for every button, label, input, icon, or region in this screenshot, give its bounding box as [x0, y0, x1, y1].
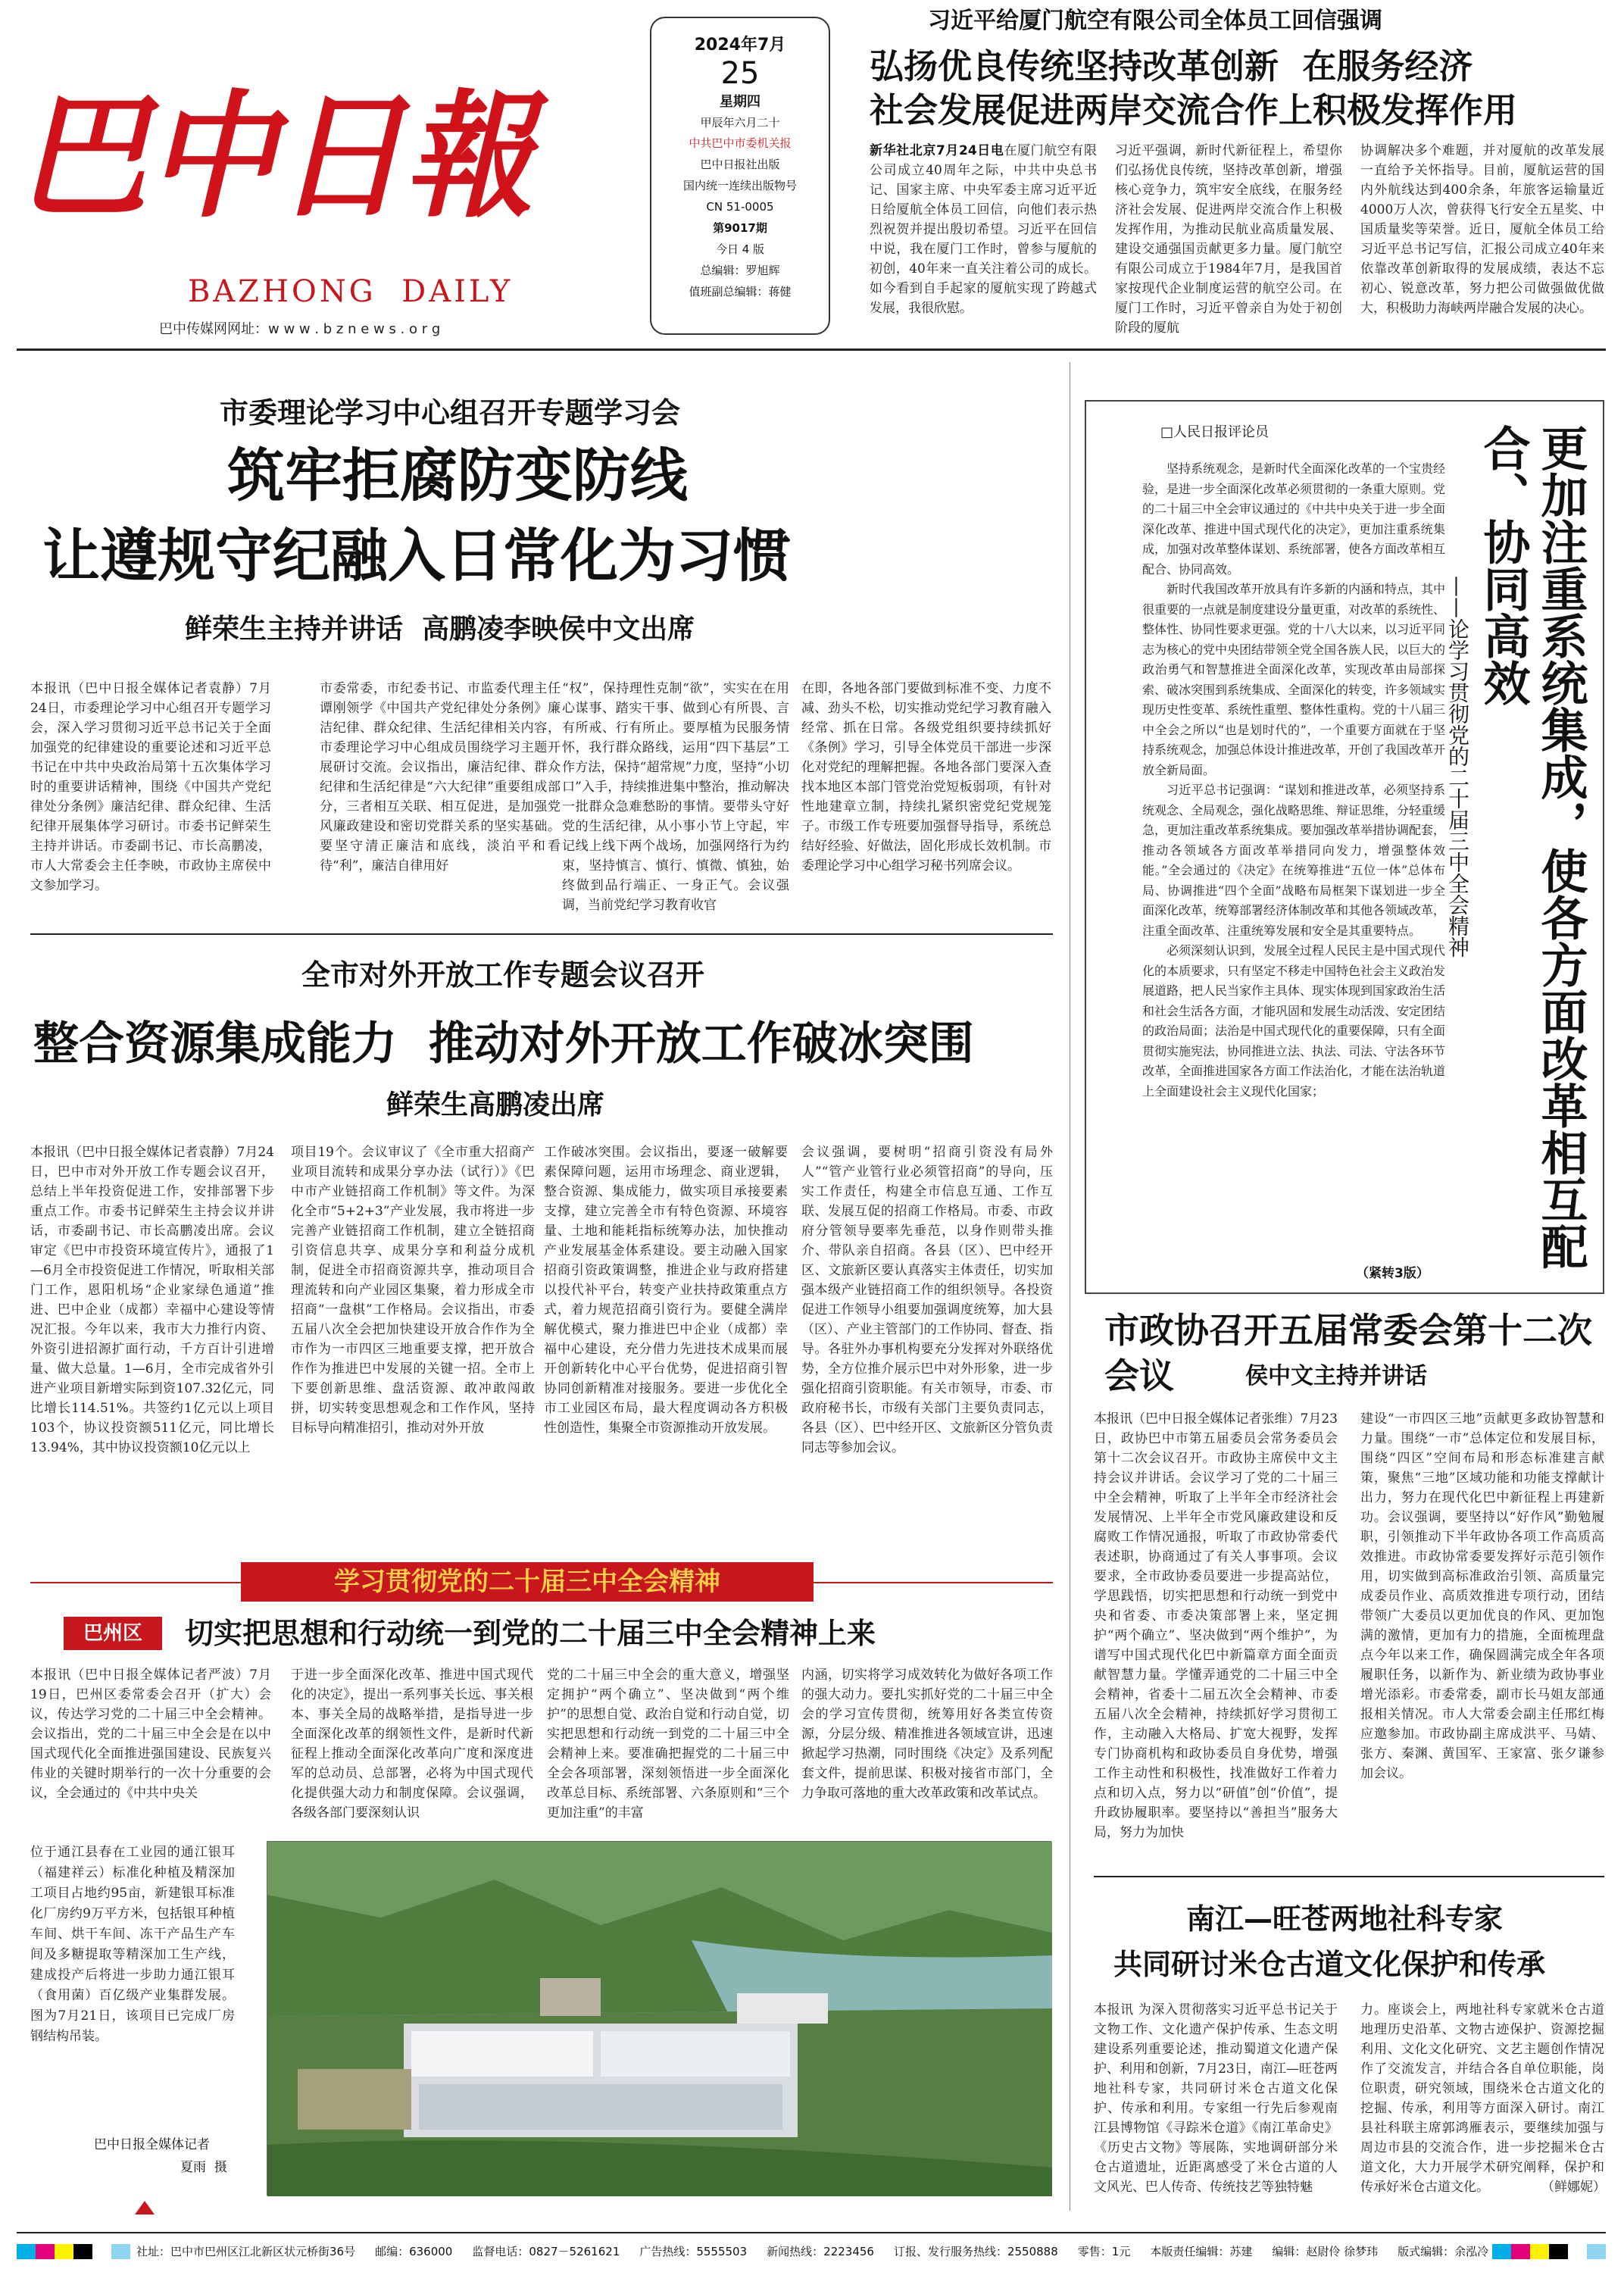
commentary-para-2: 新时代我国改革开放具有许多新的内涵和特点，其中很重要的一点就是制度建设分量更重，对改革的系统性、整体性、协同性要求更强。党的十八大以来，以习近平同志为核心的党中央团结带领全党全国各族人民，以巨大的政治勇气和智慧推进全面深化改革，实现改革由局部探索、破冰突围到系统集成、全面深化的转变，许多领域实现历史性变革、系统性重塑、整体性重构。党的十八届三中全会之所以“也是划时代的”，一个重要方面就在于坚持系统观念，加强总体设计推进改革，开创了我国改革开放全新局面。 — [1142, 582, 1446, 777]
top-story-title-1: 弘扬优良传统坚持改革创新 在服务经济 — [870, 46, 1473, 86]
footer-design: 版式编辑：余泓冷 — [1398, 2245, 1489, 2258]
footer-sub: 订报、发行服务热线：2550888 — [893, 2245, 1058, 2258]
top-story-title-2: 社会发展促进两岸交流合作上积极发挥作用 — [870, 90, 1518, 130]
story1-title-2: 让遵规守纪融入日常化为习惯 — [42, 522, 791, 589]
story2-kicker: 全市对外开放工作专题会议召开 — [301, 958, 705, 992]
footer-ad: 广告热线：5555503 — [639, 2245, 748, 2258]
story1-col-4: 在即，各地各部门要做到标准不变、力度不减、劲头不松，切实推动党纪学习教育融入经常、抓在日常。各级党组织要持续抓好《条例》学习，引导全体党员干部进一步深化对党纪的理解把握。各地各部门要深入查找本地区本部门管党治党短板弱项，有针对性地建章立制，持续扎紧织密党纪党规笼子。市级工作专班要加强督导指导，系统总结好经验、好做法，固化形成长效机制。市委理论学习中心组学习秘书列席会议。 — [801, 681, 1051, 874]
story2-col-1: 本报讯（巴中日报全媒体记者袁静）7月24日，巴中市对外开放工作专题会议召开，总结上半年投资促进工作，安排部署下步重点工作。市委书记鲜荣生主持会议并讲话，市委副书记、市长高鹏凌出席。会议审定《巴中市投资环境宣传片》，通报了1—6月全市投资促进工作情况，听取相关部门工作，恩阳机场“企业家绿色通道”推进、巴中企业（成都）幸福中心建设等情况汇报。今年以来，我市大力推行内资、外资引进招源扩面行动，千方百计引进增量、做大总量。1—6月，全市完成省外引进产业项目新增实际到资107.32亿元，同比增长114.51%。共签约1亿元以上项目103个，协议投资额511亿元，同比增长13.94%，其中协议投资额10亿元以上 — [30, 1145, 274, 1455]
footer-address: 社址：巴中市巴州区江北新区状元桥街36号 — [136, 2245, 356, 2258]
issue-info-box — [650, 17, 830, 335]
story2-title: 整合资源集成能力 推动对外开放工作破冰突围 — [33, 1017, 974, 1070]
top-story-col-1 — [870, 141, 1097, 338]
footer-news: 新闻热线：2223456 — [767, 2245, 874, 2258]
banner-rule — [30, 1582, 241, 1583]
masthead-website: 巴中传媒网网址：w w w . b z n e w s . o r g — [159, 321, 441, 337]
masthead-logo-svg — [18, 18, 550, 283]
top-story-col-2: 习近平强调，新时代新征程上，希望你们弘扬优良传统，坚持改革创新，增强核心竞争力，筑牢安全底线，在服务经济社会发展、促进两岸交流合作上积极发挥作用，为推动民航业高质量发展、建设交通强国贡献更多力量。厦门航空有限公司成立于1984年7月，是我国首家按现代企业制度运营的航空公司。在厦门工作时，习近平曾亲自为处于初创阶段的厦航 — [1115, 143, 1342, 336]
masthead-logo-text: 巴中日報 — [18, 77, 550, 236]
issue-weekday: 星期四 — [720, 94, 760, 110]
issue-year-month: 2024年7月 — [694, 36, 786, 55]
story3-tag — [64, 1617, 162, 1650]
footer-editors: 编辑：赵尉伶 徐梦玮 — [1272, 2245, 1379, 2258]
issue-office: 巴中日报社出版 — [700, 158, 780, 171]
issue-cn-label: 国内统一连续出版物号 — [682, 179, 797, 192]
story3-col-1: 本报讯（巴中日报全媒体记者严波）7月19日，巴州区委常委会召开（扩大）会议，传达学习党的二十届三中全会精神。会议指出，党的二十届三中全会是在以中国式现代化全面推进强国建设、民族复兴伟业的关键时期举行的一次十分重要的会议，全会通过的《中共中央关 — [30, 1667, 271, 1801]
issue-editor: 总编辑：罗旭辉 — [700, 264, 780, 277]
header-rule — [17, 348, 1606, 351]
color-bar-right — [1492, 2244, 1606, 2259]
story1-col-3: “权”，保持理性克制“欲”，实实在在用心谋事、踏实干事、做到心有所畏、言有所戒、行有所止。要厚植为民服务情怀，我行群众路线，运用“四下基层”工作方法，保持“超常规”力度，坚持“小切口”入手，持续推进集中整治，推动解决一批群众急难愁盼的事情。要带头守好党的生活纪律，从小事小节上守起，牢记线上线下两个战场，加强网络行为约束，坚持慎言、慎行、慎微、慎独，始终做到品行端正、一身正气。会议强调，当前党纪学习教育收官 — [562, 681, 789, 913]
commentary-subtitle: ——论学习贯彻党的二十届三中全会精神 — [1445, 576, 1470, 958]
story3-col-3: 党的二十届三中全会的重大意义，增强坚定拥护“两个确立”、坚决做到“两个维护”的思想自觉、政治自觉和行动自觉，切实把思想和行动统一到党的二十届三中全会精神上来。要准确把握党的二十届三中全会各项部署，深刻领悟进一步全面深化改革总目标、系统部署、六条原则和“三个更加注重”的丰富 — [547, 1667, 789, 1821]
story1-kicker: 市委理论学习中心组召开专题学习会 — [220, 396, 681, 430]
theme-banner — [241, 1562, 814, 1602]
issue-publisher: 中共巴中市委机关报 — [689, 136, 792, 150]
commentary-title: 更加注重系统集成，使各方面改革相互配合、协同高效 — [1476, 424, 1588, 1270]
banner-rule-right — [814, 1582, 1053, 1583]
top-story-col-3: 协调解决多个难题，并对厦航的改革发展一直给予关怀指导。目前，厦航运营的国内外航线达到400余条，年旅客运输量近4000万人次，曾获得飞行安全五星奖、中国质量奖等荣誉。近日，厦航全体员工给习近平总书记写信，汇报公司成立40年来依靠改革创新取得的发展成绩，表达不忘初心、锐意改革，努力把公司做强做优做大，积极助力海峡两岸融合发展的决心。 — [1360, 143, 1604, 316]
footer-phone: 监督电话：0827－5261621 — [472, 2245, 620, 2258]
footer-rule — [17, 2232, 1606, 2233]
photo-credit-1: 巴中日报全媒体记者 — [94, 2137, 210, 2152]
masthead-english: BAZHONG DAILY — [188, 274, 514, 309]
color-bar-left — [17, 2244, 130, 2259]
commentary-source: □人民日报评论员 — [1160, 424, 1270, 440]
footer-postcode: 邮编：636000 — [375, 2245, 453, 2258]
issue-cn: CN 51-0005 — [706, 200, 774, 214]
issue-serial: 第9017期 — [713, 221, 767, 235]
story5-byline: （鲜娜妮） — [1541, 2180, 1606, 2195]
story5-col-2: 力。座谈会上，两地社科专家就米仓古道地理历史沿革、文物古迹保护、资源挖掘利用、文化文化研究、文艺主题创作情况作了交流发言，并结合各自单位职能，岗位职责，研究领域，围绕米仓古道文化的挖掘、传承，利用等方面深入研讨。南江县社科联主席郭鸿雁表示，要继续加强与周边市县的交流合作，进一步挖掘米仓古道文化，大力开展学术研究阐释，保护和传承好米仓古道文化。 — [1360, 2002, 1604, 2195]
story4-col-2: 建设“一市四区三地”贡献更多政协智慧和力量。围绕“一市”总体定位和发展目标，围绕“四区”空间布局和形态标准建言献策，聚焦“三地”区域功能和功能支撑献计出力，努力在现代化巴中新征程上再建新功。会议强调，要坚持以“好作风”勤勉履职，引领推动下半年政协各项工作高质高效推进。市政协常委要发挥好示范引领作用，切实做到高标准政治引领、高质量完成委员作业、高质效推进专项行动，团结带领广大委员以更加优良的作风、更加饱满的激情，更加有力的措施，全面梳理盘点今年以来工作，确保圆满完成全年各项履职任务，以新作为、新业绩为政协事业增光添彩。市委常委，副市长马姐友部通报相关情况。市人大常委会副主任邢红梅应邀参加。市政协副主席成洪平、马婧、张方、秦渊、黄国军、王家富、张夕谦参加会议。 — [1360, 1411, 1604, 1781]
issue-day: 25 — [720, 56, 760, 91]
issue-lunar: 甲辰年六月二十 — [700, 116, 780, 130]
commentary-para-3: 习近平总书记强调：“谋划和推进改革，必须坚持系统观念、全局观念，强化战略思维、辩证思维，分轻重缓急，更加注重改革系统集成。要加强改革举措协调配套，推动各领域各方面改革举措同向发力，增强整体效能。”全会通过的《决定》在统筹推进“五位一体”总体布局、协调推进“四个全面”战略布局框架下谋划进一步全面深化改革，统筹部署经济体制改革和其他各领域改革，注重全面改革、注重统筹发展和安全是其重要特点。 — [1142, 783, 1446, 938]
story4-col-1: 本报讯（巴中日报全媒体记者张维）7月23日，政协巴中市第五届委员会常务委员会第十二次会议召开。市政协主席侯中文主持会议并讲话。会议学习了党的二十届三中全会精神，听取了上半年全市经济社会发展情况、上半年全市党风廉政建设和反腐败工作情况通报，听取了市政协常委代表述职，协商通过了有关人事事项。会议要求，全市政协委员要进一步提高站位，学思践悟，切实把思想和行动统一到党中央和省委、市委决策部署上来，坚定拥护“两个确立”、坚决做到“两个维护”，为谱写中国式现代化巴中新篇章方面全面贡献智慧力量。学懂弄通党的二十届三中全会精神，省委十二届五次全会精神、市委五届八次全会精神，持续抓好学习贯彻工作，主动融入大格局、扩宽大视野，发挥专门协商机构和政协委员自身优势，增强工作主动性和积极性，找准做好工作着力点和切入点，努力以“研值”创“价值”，提升政协履职率。要坚持以“善担当”服务大局，努力为加快 — [1094, 1411, 1338, 1840]
factory-photo-svg — [267, 1842, 1052, 2196]
photo-credit-2: 夏雨 摄 — [180, 2160, 227, 2175]
commentary-para-4: 必须深刻认识到，发展全过程人民民主是中国式现代化的本质要求，只有坚定不移走中国特色社会主义政治发展道路，把人民当家作主具体、现实体现到国家政治生活和社会生活各方面，才能巩固和发展生动活泼、安定团结的政治局面；法治是中国式现代化的重要保障，只有全面贯彻实施宪法，协同推进立法、执法、司法、守法各环节改革，全面推进国家各方面工作法治化，才能在法治轨道上全面建设社会主义现代化国家； — [1142, 943, 1446, 1099]
story3-tag-text: 巴州区 — [83, 1622, 142, 1645]
story4-rule — [1094, 1876, 1604, 1877]
photo-caption: 位于通江县春在工业园的通江银耳（福建祥云）标准化种植及精深加工项目占地约95亩，新建银耳标准化厂房约9万平方米，包括银耳种植车间、烘干车间、冻干产品生产车间及多糖提取等精深加工生产线，建成投产后将进一步助力通江银耳（食用菌）百亿级产业集群发展。图为7月21日，该项目已完成厂房钢结构吊装。 — [30, 1845, 235, 2044]
story5-col-1: 本报讯 为深入贯彻落实习近平总书记关于文物工作、文化遗产保护传承、生态文明建设系列重要论述，推动蜀道文化遗产保护、利用和创新，7月23日，南江—旺苍两地社科专家，共同研讨米仓古道文化保护、传承和利用。专家组一行先后参观南江县博物馆《寻踪米仓道》《南江革命史》《历史古文物》等展陈，实地调研部分米仓古道遗址，近距离感受了米仓古道的人文风光、巴人传奇、传统技艺等独特魅 — [1094, 2002, 1338, 2195]
story4-title: 市政协召开五届常委会第十二次会议 — [1104, 1310, 1592, 1396]
story2-subtitle: 鲜荣生高鹏凌出席 — [386, 1089, 605, 1120]
footer-editor: 本版责任编辑：苏建 — [1150, 2245, 1253, 2258]
story2-col-3: 工作破冰突围。会议指出，要逐一破解要素保障问题，运用市场理念、商业逻辑，整合资源、集成能力，做实项目承接要素支撑，建立完善全市有特色资源、环境容量、土地和能耗指标统筹办法，加快推动产业发展基金体系建设。要主动融入国家招商引资政策调整，推进企业与政府搭建以投代补平台，转变产业扶持政策重点方式，着力规范招商引资行为。要健全满岸解优模式，聚力推进巴中企业（成都）幸福中心建设，充分借力先进技术成果而展开创新转化中心平台优势，促进招商引智协同创新精准对接服务。要进一步优化全市工业园区布局，最大程度调动各方积极性创造性，集聚全市资源推动开放发展。 — [544, 1145, 788, 1436]
story1-subtitle: 鲜荣生主持并讲话 高鹏凌李映侯中文出席 — [185, 614, 695, 645]
top-story-text-1: 在厦门航空有限公司成立40周年之际，中共中央总书记、国家主席、中央军委主席习近平近日给厦航全体员工回信，向他们表示热烈祝贺并提出殷切希望。习近平在回信中说，我在厦门工作时，曾参与厦航的初创，40年来一直关注着公司的成长。如今看到自手起家的厦航实现了跨越式发展，我很欣慰。 — [870, 143, 1097, 316]
issue-night-editor: 值班副总编辑：蒋健 — [689, 285, 792, 298]
story5-title-2: 共同研讨米仓古道文化保护和传承 — [1113, 1948, 1546, 1981]
story1-col-1: 本报讯（巴中日报全媒体记者袁静）7月24日，市委理论学习中心组召开专题学习会，深入学习贯彻习近平总书记关于全面加强党的纪律建设的重要论述和习近平总书记在中共中央政治局第十五次集体学习时的重要讲话精神，围绕《中国共产党纪律处分条例》廉洁纪律、群众纪律、生活纪律开展集体学习研讨。市委书记鲜荣生主持并讲话。市委副书记、市长高鹏凌，市人大常委会主任李映，市政协主席侯中文参加学习。 — [30, 681, 271, 893]
top-story-lead: 新华社北京7月24日电 — [870, 143, 1004, 158]
story4-subtitle: 侯中文主持并讲话 — [1245, 1363, 1427, 1389]
story1-rule — [30, 933, 1053, 935]
story3-col-2: 于进一步全面深化改革、推进中国式现代化的决定》，提出一系列事关长远、事关根本、事关全局的战略举措，是指导进一步全面深化改革的纲领性文件，是新时代新征程上推动全面深化改革向广度和深度进军的总动员、总部署，必将为中国式现代化提供强大动力和制度保障。会议强调，各级各部门要深刻认识 — [291, 1667, 533, 1821]
story1-col-2: 市委常委，市纪委书记、市监委代理主任谭刚领学《中国共产党纪律处分条例》廉洁纪律、群众纪律、生活纪律相关内容，市委理论学习中心组成员围绕学习主题开展研讨交流。会议指出，廉洁纪律、群众纪律和生活纪律是“六大纪律”重要组成部分，三者相互关联、相互促进，是加强党风廉政建设和密切党群关系的坚实基础。要坚守清正廉洁和底线，淡泊平和看待“利”，廉洁自律用好 — [320, 681, 561, 874]
commentary-para-1: 坚持系统观念，是新时代全面深化改革的一个宝贵经验，是进一步全面深化改革必须贯彻的一条重大原则。党的二十届三中全会审议通过的《中共中央关于进一步全面深化改革、推进中国式现代化的决定》，更加注重系统集成，加强对改革整体谋划、系统部署，使各方面改革相互配合、协同高效。 — [1142, 461, 1446, 577]
theme-banner-text: 学习贯彻党的二十届三中全会精神 — [334, 1567, 720, 1597]
commentary-continuation: （紧转3版） — [1356, 1266, 1429, 1281]
story1-title-1: 筑牢拒腐防变防线 — [227, 442, 688, 509]
story3-title: 切实把思想和行动统一到党的二十届三中全会精神上来 — [185, 1617, 876, 1650]
issue-pages: 今日 4 版 — [715, 242, 765, 256]
commentary-text — [1142, 459, 1445, 1277]
masthead-logo — [18, 18, 550, 283]
top-story-kicker: 习近平给厦门航空有限公司全体员工回信强调 — [928, 8, 1382, 34]
photo-marker-icon — [135, 2201, 155, 2214]
factory-photo — [267, 1841, 1051, 2196]
footer-price: 零售：1元 — [1077, 2245, 1131, 2258]
story2-col-4: 会议强调，要树明“招商引资没有局外人”“管产业管行业必须管招商”的导向，压实工作责任，构建全市信息互通、工作互联、发展互促的招商工作格局。市委、市政府分管领导要率先垂范，以身作则带头推介、带队亲自招商。各县（区）、巴中经开区、文旅新区要认真落实主体责任，切实加强本级产业链招商工作的组织领导。各投资促进工作领导小组要加强调度统筹，加大县（区）、产业主管部门的工作协同、督查、指导。各驻外办事机构要充分发挥对外联络优势，全方位推介展示巴中对外形象，进一步强化招商引资职能。有关市领导，市委、市政府秘书长，市级有关部门主要负责同志，各县（区）、巴中经开区、文旅新区分管负责同志等参加会议。 — [801, 1145, 1053, 1455]
footer-line — [136, 2243, 1489, 2261]
story3-col-4: 内涵，切实将学习成效转化为做好各项工作的强大动力。要扎实抓好党的二十届三中全会的学习宣传贯彻，统筹用好各类宣传资源，分层分级、精准推进各领域宣讲，迅速掀起学习热潮，同时围绕《决定》及系列配套文件，提前思谋、积极对接省市部门，全力争取可落地的重大改革政策和改革试点。 — [801, 1667, 1053, 1801]
story2-col-2: 项目19个。会议审议了《全市重大招商产业项目流转和成果分享办法（试行）》《巴中市产业链招商工作机制》等文件。为深化全市“5+2+3”产业发展，我市将进一步完善产业链招商工作机制，建立全链招商引资信息共享、成果分享和利益分成机制，促进全市招商资源共享，推动项目合理流转和向产业园区集聚，着力形成全市招商“一盘棋”工作格局。会议指出，市委五届八次全会把加快建设开放合作作为全市作为一市四区三地重要支撑，把开放合作作为推进巴中发展的关键一招。全市上下要创新思维、盘活资源、敢冲敢闯敢拼，切实转变思想观念和工作作风，坚持目标导向精准招引，推动对外开放 — [291, 1145, 535, 1436]
story5-title-1: 南江—旺苍两地社科专家 — [1186, 1902, 1504, 1936]
